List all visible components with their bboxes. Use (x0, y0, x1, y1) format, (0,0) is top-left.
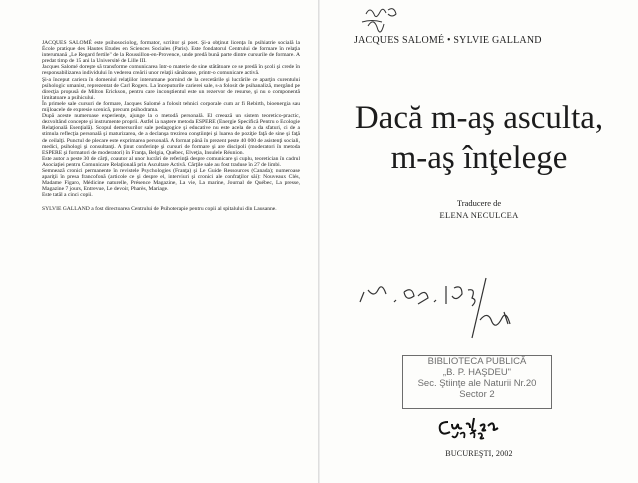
stamp-line: BIBLIOTECA PUBLICĂ (427, 356, 527, 367)
book-title (320, 98, 638, 178)
title-line-2: m-aş înţelege (390, 140, 568, 176)
coauthor-note: SYLVIE GALLAND a fost directoarea Centrului de Psihoterapie pentru copii al spitalului din Lausanne. (42, 206, 277, 213)
translation-label: Traducere de (456, 198, 502, 208)
stamp-line: Sector 2 (459, 389, 495, 400)
title-line-1: Dacă m-aş asculta, (354, 100, 604, 136)
bio-paragraph: Şi-a început cariera în domeniul relaţiilor interumane pornind de la cercetările şi lucrările ce aparţin curentului psihologic umanist, reprezentat de Carl Rogers. La începuturile carierei sale, s-a folosit de psihanaliză, mergând pe direcţia propusă de Milton Erickson, pentru care inconştientul este un rezervor de resurse, şi nu o componentă limitatoare a psihicului. (42, 76, 300, 101)
title-page (320, 0, 638, 483)
publisher-logo (434, 412, 504, 444)
library-stamp (402, 355, 552, 409)
city-year: BUCUREŞTI, 2002 (445, 449, 513, 458)
translator-name: ELENA NECULCEA (439, 210, 519, 220)
bio-paragraph: JACQUES SALOMÉ este psihosociolog, formator, scriitor şi poet. Şi-a obţinut licenţa în psihiatrie socială la École pratique des Hautes Etudes en Sciences Sociales (Paris). Este fondatorul Centrului de formare în relaţia interumană „Le Regard fertile" de la Roussillon-en-Provence, unde predă bună parte dintre cursurile de formare. A predat timp de 15 ani la Université de Lille III. (42, 40, 300, 65)
left-page (0, 0, 318, 483)
bio-paragraph: Semnează cronici permanente în revistele Psychologies (Franţa) şi Le Guide Ressources (Canada); numeroase apariţii în presa francofonă (articole ce şi despre el, interviuri şi cronici ale confraţilor săi): Nouveaux Clés, Madame Figaro, Médicine naturelle, Présence Magazine, La vie, La marine, Journal de Québec, La presse, Magazine 7 jours, Entrevue, Le devoir, Pharès, Mariage. (42, 167, 300, 193)
bio-paragraph: Jacques Salomé doreşte să transforme comunicarea într-o materie de sine stătătoare ce se predă în şcoli şi crede în responsabilizarea individului în vederea creării unor relaţii sănătoase, printr-o comunicare activă. (42, 64, 300, 77)
bio-paragraph: Este autor a peste 30 de cărţi, coautor al unor lucrări de referinţă despre comunicare şi cuplu, teoretician în cadrul Asociaţiei pentru Comunicare Relaţională prin Ascultare Activă. Cărţile sale au fost traduse în 27 de limbi. (42, 155, 300, 168)
stamp-line: „B. P. HAŞDEU" (442, 367, 512, 378)
bio-paragraph: În primele sale cursuri de formare, Jacques Salomé a folosit tehnici corporale cum ar fi Rebirth, bioenergia sau mijloacele de expresie scenică, precum psihodrama. (42, 100, 300, 114)
author-bio (42, 40, 300, 213)
bio-paragraph: Este tatăl a cinci copii. (42, 192, 93, 199)
inventory-handwriting (348, 272, 518, 342)
authors-line: JACQUES SALOMÉ • SYLVIE GALLAND (354, 35, 542, 46)
handwritten-number-signature (358, 4, 408, 34)
stamp-line: Sec. Ştiinţe ale Naturii Nr.20 (417, 378, 537, 389)
bio-paragraph: După aceste numeroase experienţe, ajunge la o metodă personală. El creează un sistem teoretico-practic, dezvoltând concepte şi instrumente proprii. Astfel ia naştere metoda ESPERE (Energie Specifică Pentru o Ecologie Relaţională Esenţială). Scopul demersurilor sale pedagogice şi educative nu este acela de a da sfaturi, ci de a stimula reflecţia personală şi maturizarea, de a declanşa trezirea conştiinţei şi luarea de poziţie faţă de sine şi faţă de ceilalţi. Punctul de plecare este exprimarea personală. A format până în prezent peste 40 000 de asistenţi sociali, medici, psihologi şi consultanţi. A ţinut conferinţe şi cursuri de formare şi are discipoli (moderatori în metoda ESPERE şi formatori de moderatori) în Franţa, Belgia, Québec, Elveţia, Insulele Réunion. (42, 113, 300, 156)
